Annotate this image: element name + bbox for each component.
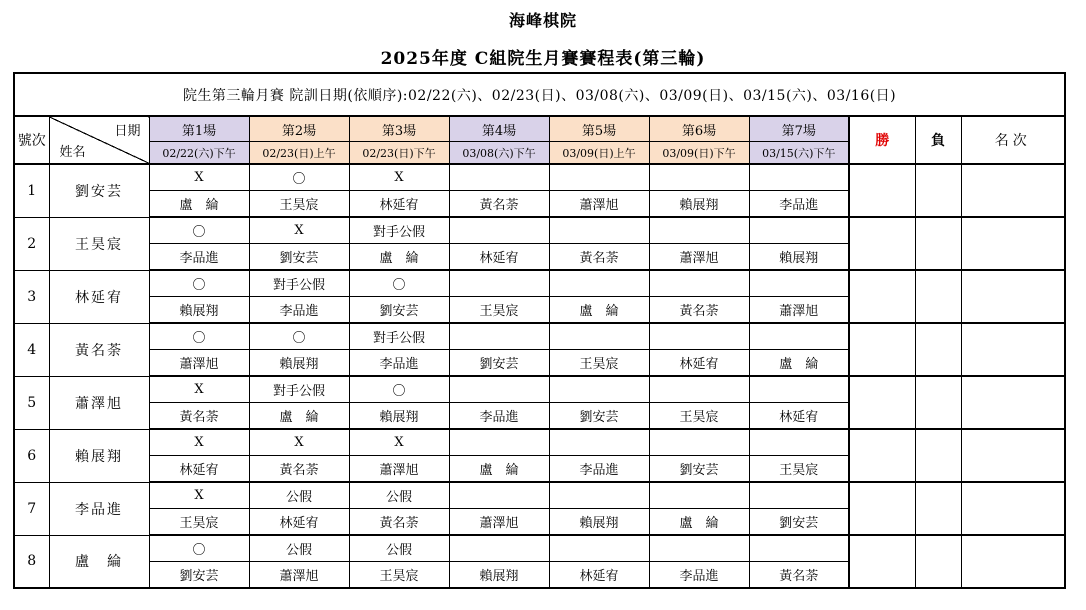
opponent-cell: 盧 綸 <box>349 244 449 271</box>
result-cell: 〇 <box>149 217 249 244</box>
number-header: 號次 <box>14 116 49 164</box>
round-header-7: 第7場 <box>749 116 849 142</box>
result-cell <box>749 376 849 403</box>
round-date-6: 03/09(日)下午 <box>649 142 749 165</box>
lose-cell <box>915 270 961 323</box>
rank-cell <box>961 376 1065 429</box>
opponent-cell: 盧 綸 <box>249 403 349 430</box>
rank-cell <box>961 164 1065 217</box>
table-row <box>14 376 1065 403</box>
result-cell <box>649 323 749 350</box>
table-row <box>14 217 1065 244</box>
player-number: 6 <box>14 429 49 482</box>
opponent-cell: 蕭澤旭 <box>249 562 349 589</box>
player-number: 5 <box>14 376 49 429</box>
result-cell <box>649 376 749 403</box>
result-cell: X <box>249 217 349 244</box>
win-cell <box>849 217 915 270</box>
result-cell <box>449 164 549 191</box>
result-cell: X <box>149 376 249 403</box>
opponent-cell: 蕭澤旭 <box>149 350 249 377</box>
opponent-cell: 黃名荼 <box>449 191 549 218</box>
result-cell: X <box>149 429 249 456</box>
opponent-cell: 林延宥 <box>549 562 649 589</box>
result-cell <box>749 270 849 297</box>
result-cell: 〇 <box>349 270 449 297</box>
rank-cell <box>961 482 1065 535</box>
result-cell <box>449 270 549 297</box>
result-cell <box>449 217 549 244</box>
round-header-2: 第2場 <box>249 116 349 142</box>
result-cell: 〇 <box>249 164 349 191</box>
opponent-cell: 王昊宸 <box>349 562 449 589</box>
opponent-cell: 賴展翔 <box>549 509 649 536</box>
player-number: 3 <box>14 270 49 323</box>
opponent-cell: 賴展翔 <box>749 244 849 271</box>
player-name: 盧 綸 <box>49 535 149 588</box>
lose-cell <box>915 429 961 482</box>
table-row <box>14 164 1065 191</box>
result-cell <box>449 429 549 456</box>
round-header-5: 第5場 <box>549 116 649 142</box>
result-cell <box>749 482 849 509</box>
training-dates-banner: 院生第三輪月賽 院訓日期(依順序):02/22(六)、02/23(日)、03/08(六)、03/09(日)、03/15(六)、03/16(日) <box>14 73 1065 116</box>
opponent-cell: 林延宥 <box>649 350 749 377</box>
round-header-6: 第6場 <box>649 116 749 142</box>
opponent-cell: 黃名荼 <box>549 244 649 271</box>
result-cell <box>449 376 549 403</box>
result-cell: 公假 <box>249 482 349 509</box>
result-cell: 對手公假 <box>249 270 349 297</box>
lose-header: 負 <box>915 116 961 164</box>
player-number: 8 <box>14 535 49 588</box>
name-label: 姓名 <box>59 145 86 160</box>
opponent-cell: 賴展翔 <box>449 562 549 589</box>
round-date-5: 03/09(日)上午 <box>549 142 649 165</box>
result-cell <box>749 429 849 456</box>
opponent-cell: 盧 綸 <box>649 509 749 536</box>
result-cell <box>749 164 849 191</box>
lose-cell <box>915 217 961 270</box>
opponent-cell: 盧 綸 <box>549 297 649 324</box>
lose-cell <box>915 164 961 217</box>
player-name: 王昊宸 <box>49 217 149 270</box>
schedule-table <box>13 72 1066 589</box>
opponent-cell: 李品進 <box>649 562 749 589</box>
win-cell <box>849 376 915 429</box>
opponent-cell: 劉安芸 <box>549 403 649 430</box>
opponent-cell: 黃名荼 <box>149 403 249 430</box>
round-date-3: 02/23(日)下午 <box>349 142 449 165</box>
result-cell <box>649 270 749 297</box>
opponent-cell: 李品進 <box>149 244 249 271</box>
opponent-cell: 黃名荼 <box>749 562 849 589</box>
org-title: 海峰棋院 <box>508 11 577 30</box>
result-cell <box>549 270 649 297</box>
opponent-cell: 林延宥 <box>749 403 849 430</box>
win-cell <box>849 164 915 217</box>
result-cell: X <box>349 164 449 191</box>
opponent-cell: 林延宥 <box>449 244 549 271</box>
result-cell: 〇 <box>349 376 449 403</box>
opponent-cell: 盧 綸 <box>149 191 249 218</box>
player-number: 1 <box>14 164 49 217</box>
player-name: 劉安芸 <box>49 164 149 217</box>
player-number: 7 <box>14 482 49 535</box>
opponent-cell: 林延宥 <box>349 191 449 218</box>
lose-cell <box>915 535 961 588</box>
opponent-cell: 李品進 <box>549 456 649 483</box>
win-header: 勝 <box>849 116 915 164</box>
result-cell: X <box>149 164 249 191</box>
opponent-cell: 劉安芸 <box>449 350 549 377</box>
table-row <box>14 535 1065 562</box>
result-cell <box>549 535 649 562</box>
date-name-diagonal-header <box>49 116 149 164</box>
opponent-cell: 李品進 <box>449 403 549 430</box>
opponent-cell: 劉安芸 <box>649 456 749 483</box>
round-date-4: 03/08(六)下午 <box>449 142 549 165</box>
win-cell <box>849 323 915 376</box>
date-label: 日期 <box>114 124 141 139</box>
opponent-cell: 林延宥 <box>149 456 249 483</box>
result-cell <box>649 217 749 244</box>
result-cell <box>649 535 749 562</box>
rank-cell <box>961 323 1065 376</box>
result-cell <box>549 323 649 350</box>
opponent-cell: 劉安芸 <box>249 244 349 271</box>
result-cell <box>649 164 749 191</box>
result-cell: 公假 <box>349 482 449 509</box>
opponent-cell: 王昊宸 <box>249 191 349 218</box>
opponent-cell: 李品進 <box>249 297 349 324</box>
opponent-cell: 賴展翔 <box>149 297 249 324</box>
opponent-cell: 李品進 <box>349 350 449 377</box>
round-date-2: 02/23(日)上午 <box>249 142 349 165</box>
result-cell <box>549 482 649 509</box>
opponent-cell: 王昊宸 <box>549 350 649 377</box>
opponent-cell: 黃名荼 <box>649 297 749 324</box>
round-date-7: 03/15(六)下午 <box>749 142 849 165</box>
opponent-cell: 黃名荼 <box>249 456 349 483</box>
result-cell: 對手公假 <box>249 376 349 403</box>
player-name: 蕭澤旭 <box>49 376 149 429</box>
opponent-cell: 李品進 <box>749 191 849 218</box>
result-cell <box>449 535 549 562</box>
win-cell <box>849 535 915 588</box>
result-cell <box>749 323 849 350</box>
opponent-cell: 黃名荼 <box>349 509 449 536</box>
opponent-cell: 劉安芸 <box>349 297 449 324</box>
result-cell: 對手公假 <box>349 323 449 350</box>
page-title: 2025年度 C組院生月賽賽程表(第三輪) <box>380 49 706 69</box>
result-cell <box>449 323 549 350</box>
opponent-cell: 王昊宸 <box>449 297 549 324</box>
player-name: 李品進 <box>49 482 149 535</box>
round-header-4: 第4場 <box>449 116 549 142</box>
round-header-3: 第3場 <box>349 116 449 142</box>
result-cell <box>749 217 849 244</box>
opponent-cell: 林延宥 <box>249 509 349 536</box>
result-cell <box>649 429 749 456</box>
opponent-cell: 王昊宸 <box>149 509 249 536</box>
table-row <box>14 482 1065 509</box>
win-cell <box>849 482 915 535</box>
lose-cell <box>915 323 961 376</box>
lose-cell <box>915 482 961 535</box>
opponent-cell: 劉安芸 <box>149 562 249 589</box>
opponent-cell: 盧 綸 <box>449 456 549 483</box>
result-cell <box>649 482 749 509</box>
result-cell: 〇 <box>149 270 249 297</box>
opponent-cell: 王昊宸 <box>749 456 849 483</box>
result-cell: 〇 <box>249 323 349 350</box>
result-cell <box>549 164 649 191</box>
opponent-cell: 蕭澤旭 <box>749 297 849 324</box>
result-cell <box>749 535 849 562</box>
table-row <box>14 429 1065 456</box>
opponent-cell: 蕭澤旭 <box>649 244 749 271</box>
player-number: 4 <box>14 323 49 376</box>
result-cell <box>549 376 649 403</box>
rank-cell <box>961 217 1065 270</box>
player-name: 黃名荼 <box>49 323 149 376</box>
win-cell <box>849 429 915 482</box>
result-cell: X <box>149 482 249 509</box>
opponent-cell: 劉安芸 <box>749 509 849 536</box>
result-cell <box>449 482 549 509</box>
table-row <box>14 323 1065 350</box>
result-cell: X <box>249 429 349 456</box>
rank-cell <box>961 429 1065 482</box>
opponent-cell: 賴展翔 <box>249 350 349 377</box>
result-cell: 對手公假 <box>349 217 449 244</box>
round-date-1: 02/22(六)下午 <box>149 142 249 165</box>
opponent-cell: 蕭澤旭 <box>549 191 649 218</box>
rank-cell <box>961 270 1065 323</box>
table-row <box>14 270 1065 297</box>
round-header-1: 第1場 <box>149 116 249 142</box>
result-cell <box>549 217 649 244</box>
opponent-cell: 蕭澤旭 <box>449 509 549 536</box>
rank-cell <box>961 535 1065 588</box>
lose-cell <box>915 376 961 429</box>
opponent-cell: 賴展翔 <box>349 403 449 430</box>
rank-header: 名次 <box>961 116 1065 164</box>
opponent-cell: 王昊宸 <box>649 403 749 430</box>
result-cell: 〇 <box>149 323 249 350</box>
result-cell: 公假 <box>249 535 349 562</box>
opponent-cell: 蕭澤旭 <box>349 456 449 483</box>
result-cell <box>549 429 649 456</box>
player-number: 2 <box>14 217 49 270</box>
opponent-cell: 賴展翔 <box>649 191 749 218</box>
player-name: 賴展翔 <box>49 429 149 482</box>
result-cell: X <box>349 429 449 456</box>
win-cell <box>849 270 915 323</box>
player-name: 林延宥 <box>49 270 149 323</box>
result-cell: 公假 <box>349 535 449 562</box>
result-cell: 〇 <box>149 535 249 562</box>
opponent-cell: 盧 綸 <box>749 350 849 377</box>
